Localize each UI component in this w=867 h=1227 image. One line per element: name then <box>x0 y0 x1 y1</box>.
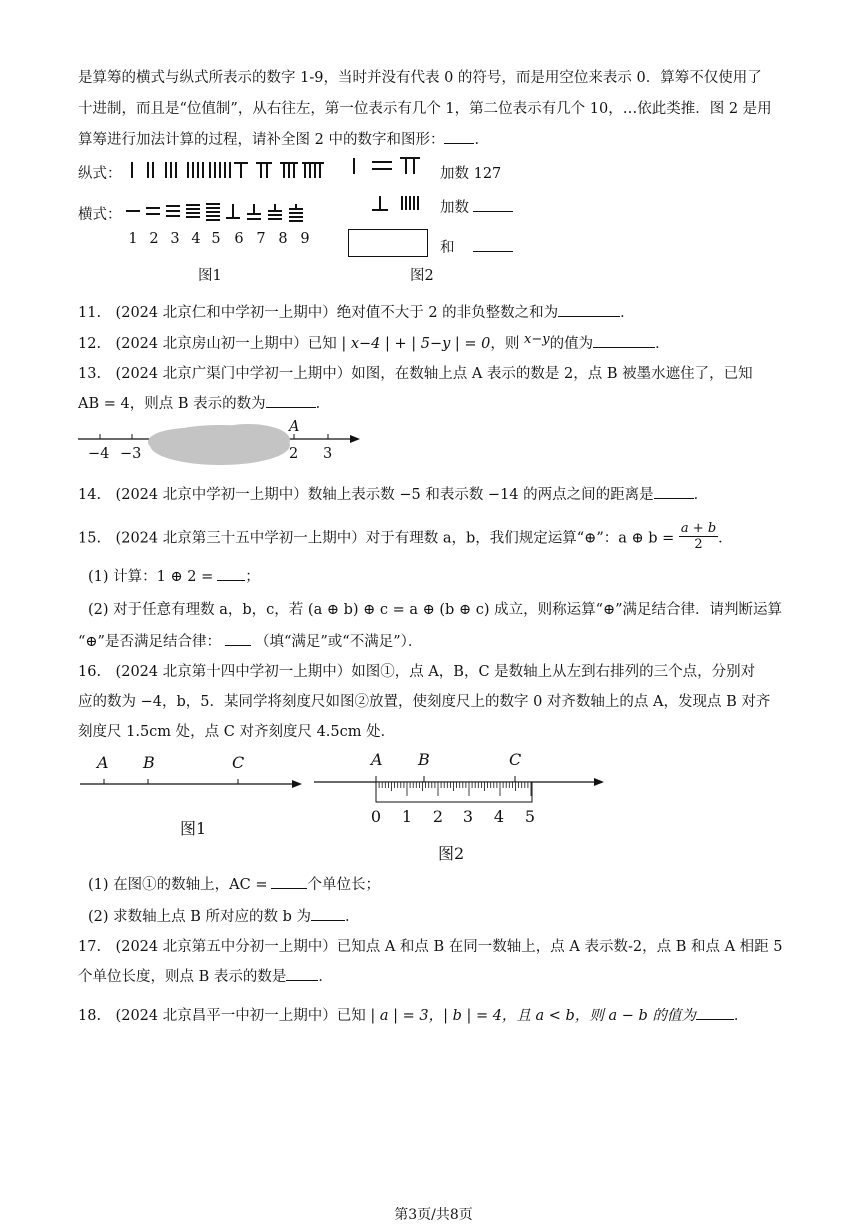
fig1-digit: 7 <box>256 231 266 247</box>
fig2-addend2-label: 加数 <box>440 200 469 216</box>
fig1-horizontal-rods <box>126 200 326 224</box>
q13-point-a-label: A <box>289 419 300 435</box>
fraction-numerator: a + b <box>680 521 717 536</box>
q16-fig1-caption: 图1 <box>180 819 207 838</box>
fig2-addend2 <box>440 196 513 217</box>
question-17-line-2: 个单位长度，则点 B 表示的数是 ． <box>78 965 333 986</box>
question-16-line-1: 16. (2024 北京第十四中学初一上期中）如图①，点 A，B，C 是数轴上从左到右排列的三个点，分别对 <box>78 664 756 680</box>
intro-line-1: 是算筹的横式与纵式所表示的数字 1-9，当时并没有代表 0 的符号，而是用空位来表示 0．算筹不仅使用了 <box>78 70 762 86</box>
fig1-digit: 1 <box>128 231 138 247</box>
q13-tick-label: −4 <box>88 446 110 462</box>
q16-fig2-ruler <box>314 768 608 808</box>
question-14-text: 14. (2024 北京中学初一上期中）数轴上表示数 −5 和表示数 −14 的两点之间的距离是 <box>78 487 654 503</box>
question-15-part-2-text: “⊕”是否满足结合律： <box>78 634 221 650</box>
fig2-sum-label: 和 <box>440 240 455 256</box>
question-15-part-2-hint: （填“满足”或“不满足”）． <box>254 634 423 650</box>
q16-fig1-point-label: C <box>232 753 245 772</box>
question-15-part-1: (1) 计算：1 ⊕ 2 = ； <box>88 565 260 586</box>
question-11: 11. (2024 北京仁和中学初一上期中）绝对值不大于 2 的非负整数之和为 ． <box>78 301 635 322</box>
question-13-text: AB = 4，则点 B 表示的数为 <box>78 396 266 412</box>
fig2-sum-blank <box>473 237 513 252</box>
fig2-caption: 图2 <box>410 268 434 284</box>
fig2-sum-box <box>348 229 428 257</box>
answer-blank-q14 <box>654 484 694 499</box>
q13-number-line <box>78 418 368 470</box>
question-18: 18. (2024 北京昌平一中初一上期中）已知 | a | = 3，| b | = 4，且 a < b，则 a − b 的值为 ． <box>78 1004 748 1025</box>
fig1-digit: 9 <box>300 231 310 247</box>
fig1-digit: 3 <box>170 231 180 247</box>
answer-blank-q15-1 <box>217 566 245 581</box>
question-12-text: 12. (2024 北京房山初一上期中）已知 <box>78 336 337 352</box>
answer-blank-q17 <box>286 966 318 981</box>
fig1-digit: 4 <box>191 231 201 247</box>
ruler-digit: 1 <box>401 807 413 826</box>
q16-fig2-caption: 图2 <box>438 844 465 863</box>
answer-blank-q11 <box>558 302 620 317</box>
question-13-line-1: 13. (2024 北京广渠门中学初一上期中）如图，在数轴上点 A 表示的数是 2，点 B 被墨水遮住了，已知 <box>78 366 753 382</box>
question-15-part-2-line-1: (2) 对于任意有理数 a，b，c，若 (a ⊕ b) ⊕ c = a ⊕ (b ⊕ c) 成立，则称运算“⊕”满足结合律．请判断运算 <box>88 602 783 618</box>
ruler-digit: 4 <box>493 807 505 826</box>
ruler-digit: 3 <box>462 807 474 826</box>
fig1-vertical-label: 纵式： <box>78 166 122 182</box>
question-18-conditions: | a | = 3，| b | = 4，且 a < b，则 a − b 的值为 <box>370 1008 696 1024</box>
q13-tick-label: 3 <box>323 446 333 462</box>
question-15-text: 15. (2024 北京第三十五中学初一上期中）对于有理数 a，b，我们规定运算“⊕”：a ⊕ b = <box>78 530 675 547</box>
fig2-sum <box>440 236 513 257</box>
fig1-digit: 8 <box>278 231 288 247</box>
question-16-part-1 <box>88 873 380 894</box>
question-18-text: 18. (2024 北京昌平一中初一上期中）已知 <box>78 1008 366 1024</box>
q16-fig1-number-line <box>80 770 310 800</box>
question-11-text: 11. (2024 北京仁和中学初一上期中）绝对值不大于 2 的非负整数之和为 <box>78 305 559 321</box>
question-12-power: x−y <box>524 332 550 347</box>
fraction-denominator: 2 <box>694 537 703 552</box>
question-14: 14. (2024 北京中学初一上期中）数轴上表示数 −5 和表示数 −14 的两点之间的距离是 ． <box>78 483 708 504</box>
question-16-part-2-text: (2) 求数轴上点 B 所对应的数 b 为 <box>88 909 312 925</box>
question-12-expression: | x−4 | + | 5−y | = 0 <box>341 336 491 352</box>
question-13-line-2: AB = 4，则点 B 表示的数为 ． <box>78 392 330 413</box>
intro-line-2: 十进制，而且是“位值制”，从右往左，第一位表示有几个 1，第二位表示有几个 10，…依此类推．图 2 是用 <box>78 101 772 117</box>
question-16-part-2: (2) 求数轴上点 B 所对应的数 b 为 ． <box>88 905 360 926</box>
ruler-digit: 0 <box>370 807 382 826</box>
q16-fig2-point-label: A <box>371 750 383 769</box>
q13-tick-label: −3 <box>120 446 142 462</box>
q16-fig1-point-label: A <box>97 753 109 772</box>
page-footer: 第3页/共8页 <box>394 1207 473 1223</box>
q16-fig2-point-label: B <box>418 750 430 769</box>
q16-fig1-point-label: B <box>143 753 155 772</box>
question-15: 15. (2024 北京第三十五中学初一上期中）对于有理数 a，b，我们规定运算“⊕”：a ⊕ b = $\frac{a + b}{2}$ ． <box>78 521 733 552</box>
ruler-digit: 2 <box>432 807 444 826</box>
question-12-then: ，则 <box>490 336 520 352</box>
answer-blank-q18 <box>696 1005 734 1020</box>
answer-blank-q10 <box>444 129 474 144</box>
answer-blank-q13 <box>266 393 316 408</box>
question-15-fraction <box>679 521 718 552</box>
question-17-line-1: 17. (2024 北京第五中分初一上期中）已知点 A 和点 B 在同一数轴上，点 A 表示数-2，点 B 和点 A 相距 5 <box>78 939 783 955</box>
answer-blank-q16-1 <box>271 874 307 889</box>
fig1-vertical-rods <box>126 160 326 182</box>
answer-blank-q16-2 <box>311 906 345 921</box>
ruler-digit: 5 <box>524 807 536 826</box>
fig1-digit: 2 <box>149 231 159 247</box>
fig1-caption: 图1 <box>198 268 222 284</box>
fig2-rods <box>346 154 426 216</box>
q16-fig2-point-label: C <box>509 750 522 769</box>
question-12: 12. (2024 北京房山初一上期中）已知 | x−4 | + | 5−y | = 0，则 x−y的值为 ． <box>78 332 670 352</box>
q13-tick-label: 2 <box>289 446 299 462</box>
intro-line-3: 算筹进行加法计算的过程，请补全图 2 中的数字和图形： ． <box>78 128 489 149</box>
fig1-digit: 6 <box>234 231 244 247</box>
question-16-line-3: 刻度尺 1.5cm 处，点 C 对齐刻度尺 4.5cm 处． <box>78 724 396 740</box>
question-17-text: 个单位长度，则点 B 表示的数是 <box>78 969 287 985</box>
question-12-value: 的值为 <box>549 336 594 352</box>
question-16-line-2: 应的数为 −4，b，5．某同学将刻度尺如图②放置，使刻度尺上的数字 0 对齐数轴上的点 A，发现点 B 对齐 <box>78 694 771 710</box>
question-16-part-1-tail: 个单位长； <box>307 877 380 893</box>
fig1-horizontal-label: 横式： <box>78 207 122 223</box>
answer-blank-q15-2 <box>225 631 251 646</box>
fig2-addend2-blank <box>473 197 513 212</box>
answer-blank-q12 <box>593 333 655 348</box>
intro-line-3-text: 算筹进行加法计算的过程，请补全图 2 中的数字和图形： <box>78 132 445 148</box>
question-16-part-1-text: (1) 在图①的数轴上，AC = <box>88 877 268 893</box>
question-15-part-2-line-2 <box>78 630 422 651</box>
fig2-addend1: 加数 127 <box>440 166 502 182</box>
question-15-part-1-text: (1) 计算：1 ⊕ 2 = <box>88 569 214 585</box>
fig1-digit: 5 <box>211 231 221 247</box>
